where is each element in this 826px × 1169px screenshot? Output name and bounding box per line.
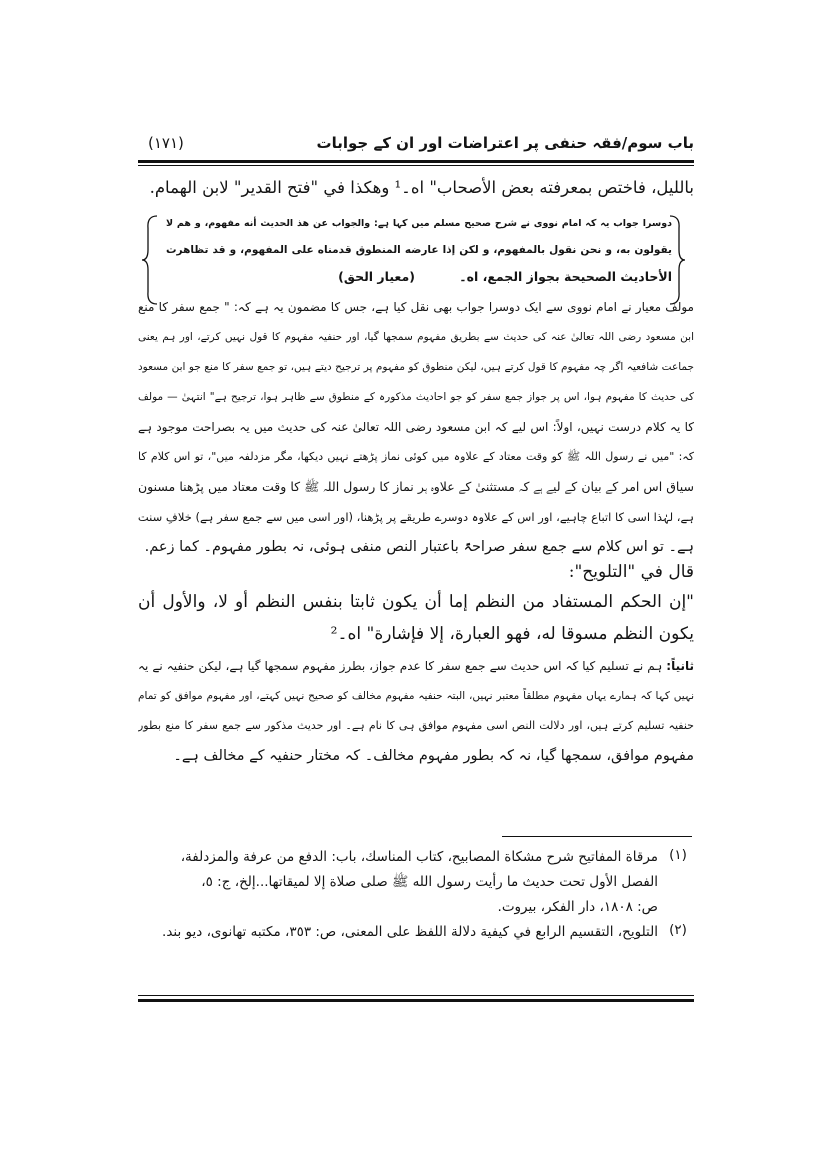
paragraph-line: ابن مسعود رضی اللہ تعالیٰ عنہ کی حدیث سے بطریق مفہوم سمجھا گیا، اور حنفیہ مفہوم کا قول نہیں کرتے، اور ہم یعنی (138, 331, 694, 343)
paragraph-text: ہم نے تسلیم کیا کہ اس حدیث سے جمع سفر کا عدم جواز، بطرز مفہوم سمجھا گیا ہے، لیکن حنفیہ نے یہ (138, 659, 663, 673)
footnote-separator (502, 836, 692, 837)
footnote-line: ص: ١٨٠٨، دار الفكر، بيروت. (497, 899, 658, 915)
paragraph-line: نہیں کہا کہ ہمارے یہاں مفہوم مطلقاً معتبر نہیں، البتہ حنفیہ مفہوم مخالف کو صحیح نہیں کہتے، اور مفہوم موافق کو تمام (138, 690, 694, 702)
left-brace (141, 214, 159, 306)
page-header (140, 130, 694, 160)
paragraph-line: مفہوم موافق، سمجھا گیا، نہ کہ بطور مفہوم مخالف۔ کہ مختار حنفیہ کے مخالف ہے۔ (173, 748, 694, 764)
paragraph-line: مولف معیار نے امام نووی سے ایک دوسرا جواب بھی نقل کیا ہے، جس کا مضمون یہ ہے کہ: " جمع سفر کا منع (138, 300, 694, 314)
header-rule-thick (138, 160, 694, 163)
boxed-quote-line (166, 268, 672, 286)
footnote-line: الفصل الأول تحت حديث ما رأيت رسول الله ﷺ صلى صلاة إلا لميقاتها...إلخ، ج: ٥، (201, 874, 658, 890)
paragraph-line: ہے۔ تو اس کلام سے جمع سفر صراحۃً باعتبار النص منفی ہوئی، نہ بطور مفہوم۔ کما زعم. (144, 539, 694, 555)
paragraph-line: کا یہ کلام درست نہیں، اولاً: اس لیے کہ ابن مسعود رضی اللہ تعالیٰ عنہ کی حدیث میں یہ بصراحت موجود ہے (138, 420, 694, 434)
paragraph-line: کہ: "میں نے رسول اللہ ﷺ کو وقت معتاد کے علاوہ میں کوئی نماز پڑھتے نہیں دیکھا، مگر مزدلفہ میں"، تو اس کلام کا (138, 450, 694, 463)
boxed-quote-line: يقولون به، و نحن نقول بالمفهوم، و لكن إذا عارضه المنطوق قدمناه على المفهوم، و قد تظاهرت (166, 244, 672, 256)
footer-rule-thick (138, 999, 694, 1002)
boxed-quote-line: دوسرا جواب یہ کہ امام نووی نے شرح صحیح مسلم میں کہا ہے: والجواب عن هذ الحديث أنه مفهوم، و هم لا (166, 218, 672, 229)
boxed-quote-text: الأحاديث الصحيحة بجواز الجمع، اه۔ (459, 269, 672, 284)
footnote-number: (١) (669, 847, 687, 863)
paragraph-line: جماعت شافعیہ اگر چہ مفہوم کا قول کرتے ہیں، لیکن منطوق کو مفہوم پر ترجیح دیتے ہیں، تو جمع سفر کا منع جو ابن مسعود (138, 361, 694, 373)
arabic-quote-line: "إن الحكم المستفاد من النظم إما أن يكون ثابتا بنفس النظم أو لا، والأول أن (138, 592, 694, 612)
thaniyan-label: ثانیاً: (666, 659, 694, 673)
chapter-title: باب سوم/فقہ حنفی پر اعتراضات اور ان کے جوابات (316, 134, 694, 152)
footer-rule-thin (138, 995, 694, 996)
arabic-line-continuation: بالليل، فاختص بمعرفته بعض الأصحاب" اه۔¹ وهكذا في "فتح القدير" لابن الهمام. (149, 178, 694, 197)
paragraph-line: کی حدیث کا مفہوم ہوا، اس پر جواز جمع سفر کو جو احادیث مذکورہ کے منطوق سے ظاہر ہوا، ترجیح ہے" انتہیٰ — مولف (138, 391, 694, 403)
footnote-line: التلويح، التقسيم الرابع في كيفية دلالة اللفظ على المعنى، ص: ٣٥٣، مكتبه تهانوى، ديو بند. (162, 924, 658, 940)
footnote-line: مرقاة المفاتيح شرح مشكاة المصابيح، كتاب المناسك، باب: الدفع من عرفة والمزدلفة، (180, 849, 658, 865)
boxed-quote-source: (معیار الحق) (338, 269, 415, 284)
paragraph-line: ہے، لہٰذا اسی کا اتباع چاہیے، اور اس کے علاوہ دوسرے طریقے پر پڑھنا، (اور اسی میں سے جمع سفر ہے) خلافِ سنت (138, 510, 694, 524)
qala-line: قال في "التلويح": (568, 562, 694, 582)
paragraph-line: حنفیہ تسلیم کرتے ہیں، اور دلالت النص اسی مفہوم موافق ہی کا نام ہے۔ اور حدیث مذکور سے جمع سفر کا منع بطور (138, 719, 694, 732)
page-number: (۱۷۱) (148, 134, 184, 152)
arabic-quote-line: يكون النظم مسوقا له، فهو العبارة، إلا فإشارة" اه۔² (330, 624, 694, 644)
paragraph-line (138, 656, 694, 676)
footnote-number: (٢) (669, 922, 687, 938)
paragraph-line: سیاق اس امر کے بیان کے لیے ہے کہ مستثنیٰ کے علاوہ ہر نماز کا رسول اللہ ﷺ کا وقت معتاد میں پڑھنا مسنون (138, 479, 694, 494)
header-rule-thin (138, 165, 694, 166)
